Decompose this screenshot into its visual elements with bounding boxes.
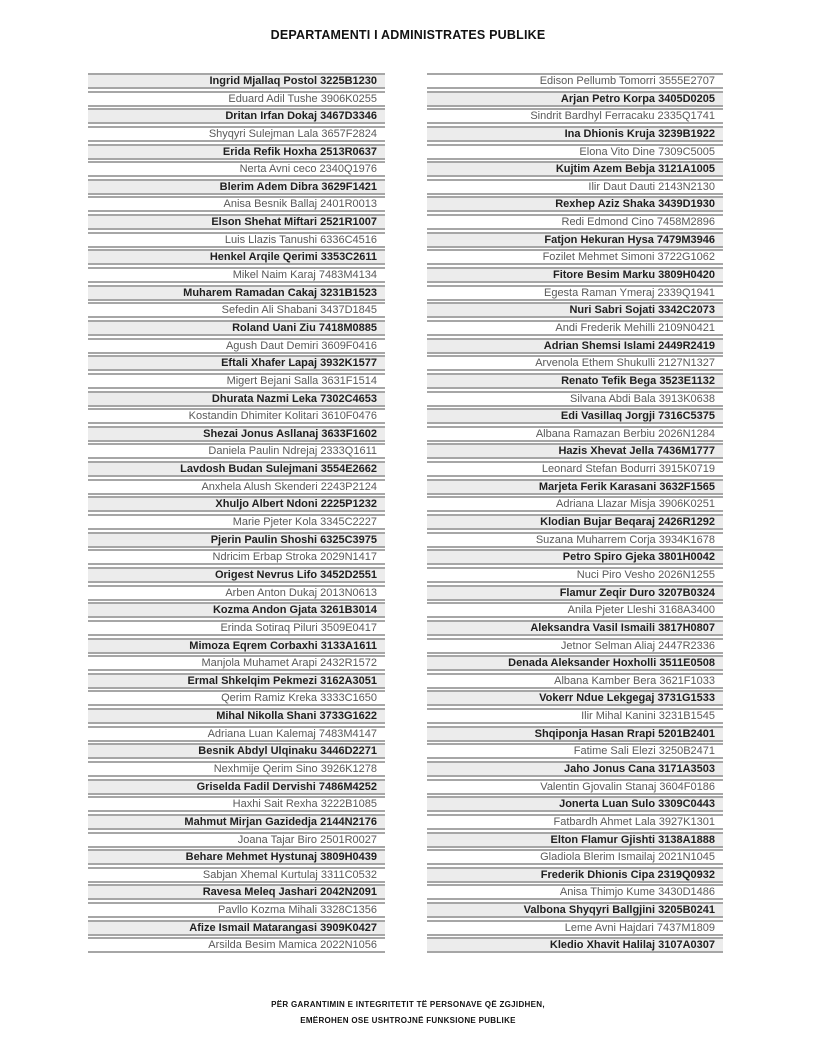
table-row (427, 355, 723, 371)
table-row (427, 814, 723, 830)
person-entry: Adriana Llazar Misja 3906K0251 (556, 498, 715, 511)
table-row (427, 779, 723, 795)
person-entry: Henkel Arqile Qerimi 3353C2611 (209, 251, 377, 264)
table-row (88, 355, 385, 371)
person-entry: Blerim Adem Dibra 3629F1421 (219, 180, 377, 193)
person-entry: Pjerin Paulin Shoshi 6325C3975 (210, 533, 377, 546)
table-row (88, 126, 385, 142)
table-row (88, 602, 385, 618)
person-entry: Mimoza Eqrem Corbaxhi 3133A1611 (189, 639, 377, 652)
table-row (88, 638, 385, 654)
table-row (88, 320, 385, 336)
person-entry: Manjola Muhamet Arapi 2432R1572 (201, 657, 377, 670)
left-column (88, 73, 385, 953)
table-row (427, 567, 723, 583)
person-entry: Joana Tajar Biro 2501R0027 (237, 833, 377, 846)
person-entry: Anisa Thimjo Kume 3430D1486 (559, 886, 715, 899)
person-entry: Eduard Adil Tushe 3906K0255 (228, 92, 377, 105)
person-entry: Fatbardh Ahmet Lala 3927K1301 (553, 815, 715, 828)
table-row (88, 884, 385, 900)
table-row (88, 708, 385, 724)
table-row (427, 320, 723, 336)
table-row (88, 585, 385, 601)
person-entry: Silvana Abdi Bala 3913K0638 (570, 392, 715, 405)
person-entry: Egesta Raman Ymeraj 2339Q1941 (543, 286, 715, 299)
table-row (427, 232, 723, 248)
person-entry: Erinda Sotiraq Piluri 3509E0417 (220, 621, 377, 634)
table-row (88, 849, 385, 865)
person-entry: Arsilda Besim Mamica 2022N1056 (208, 939, 377, 952)
table-row (427, 391, 723, 407)
person-entry: Fitore Besim Marku 3809H0420 (552, 269, 715, 282)
table-row (427, 532, 723, 548)
table-row (427, 832, 723, 848)
table-row (427, 91, 723, 107)
person-entry: Sefedin Ali Shabani 3437D1845 (221, 304, 377, 317)
table-row (88, 179, 385, 195)
table-row (88, 479, 385, 495)
table-row (427, 849, 723, 865)
person-entry: Jonerta Luan Sulo 3309C0443 (559, 798, 715, 811)
person-entry: Fatjon Hekuran Hysa 7479M3946 (544, 233, 715, 246)
person-entry: Hazis Xhevat Jella 7436M1777 (558, 445, 715, 458)
table-row (427, 267, 723, 283)
table-row (427, 867, 723, 883)
table-row (427, 108, 723, 124)
table-row (88, 796, 385, 812)
person-entry: Mikel Naim Karaj 7483M4134 (232, 269, 377, 282)
person-entry: Griselda Fadil Dervishi 7486M4252 (196, 780, 377, 793)
person-entry: Denada Aleksander Hoxholli 3511E0508 (508, 657, 715, 670)
person-entry: Daniela Paulin Ndrejaj 2333Q1611 (208, 445, 377, 458)
table-row (88, 232, 385, 248)
table-row (88, 73, 385, 89)
table-row (427, 708, 723, 724)
table-row (88, 426, 385, 442)
person-entry: Albana Kamber Bera 3621F1033 (554, 674, 715, 687)
table-row (88, 937, 385, 953)
table-row (427, 479, 723, 495)
table-row (88, 832, 385, 848)
table-row (427, 796, 723, 812)
table-row (88, 108, 385, 124)
person-entry: Flamur Zeqir Duro 3207B0324 (559, 586, 715, 599)
person-entry: Anxhela Alush Skenderi 2243P2124 (201, 480, 377, 493)
person-entry: Muharem Ramadan Cakaj 3231B1523 (183, 286, 377, 299)
table-row (427, 179, 723, 195)
person-entry: Frederik Dhionis Cipa 2319Q0932 (540, 868, 715, 881)
person-entry: Ndricim Erbap Stroka 2029N1417 (212, 551, 377, 564)
table-row (427, 214, 723, 230)
table-row (88, 91, 385, 107)
person-entry: Mihal Nikolla Shani 3733G1622 (216, 710, 377, 723)
person-entry: Xhuljo Albert Ndoni 2225P1232 (215, 498, 377, 511)
person-entry: Ilir Mihal Kanini 3231B1545 (581, 710, 715, 723)
table-row (88, 743, 385, 759)
table-row (88, 302, 385, 318)
person-entry: Sabjan Xhemal Kurtulaj 3311C0532 (202, 868, 377, 881)
person-entry: Kostandin Dhimiter Kolitari 3610F0476 (188, 410, 377, 423)
table-row (427, 602, 723, 618)
person-entry: Dritan Irfan Dokaj 3467D3346 (225, 110, 377, 123)
person-entry: Petro Spiro Gjeka 3801H0042 (562, 551, 715, 564)
table-row (427, 144, 723, 160)
person-entry: Dhurata Nazmi Leka 7302C4653 (211, 392, 377, 405)
person-entry: Elona Vito Dine 7309C5005 (579, 145, 715, 158)
person-entry: Kozma Andon Gjata 3261B3014 (212, 604, 377, 617)
name-list-table (88, 73, 723, 953)
person-entry: Roland Uani Ziu 7418M0885 (232, 321, 377, 334)
table-row (88, 196, 385, 212)
person-entry: Erida Refik Hoxha 2513R0637 (222, 145, 377, 158)
table-row (427, 373, 723, 389)
table-row (427, 726, 723, 742)
person-entry: Mahmut Mirjan Gazidedja 2144N2176 (184, 815, 377, 828)
person-entry: Origest Nevrus Lifo 3452D2551 (214, 568, 377, 581)
person-entry: Ingrid Mjallaq Postol 3225B1230 (209, 75, 377, 87)
person-entry: Aleksandra Vasil Ismaili 3817H0807 (530, 621, 715, 634)
table-row (427, 161, 723, 177)
table-row (427, 196, 723, 212)
person-entry: Redi Edmond Cino 7458M2896 (561, 216, 715, 229)
person-entry: Behare Mehmet Hystunaj 3809H0439 (185, 851, 377, 864)
person-entry: Renato Tefik Bega 3523E1132 (561, 374, 715, 387)
person-entry: Klodian Bujar Beqaraj 2426R1292 (540, 516, 715, 529)
person-entry: Valentin Gjovalin Stanaj 3604F0186 (540, 780, 715, 793)
person-entry: Elson Shehat Miftari 2521R1007 (211, 216, 377, 229)
table-row (427, 408, 723, 424)
table-row (427, 249, 723, 265)
person-entry: Arjan Petro Korpa 3405D0205 (560, 92, 715, 105)
table-row (427, 285, 723, 301)
person-entry: Shqiponja Hasan Rrapi 5201B2401 (534, 727, 715, 740)
table-row (427, 638, 723, 654)
table-row (427, 496, 723, 512)
table-row (88, 338, 385, 354)
footer-line-2: EMËROHEN OSE USHTROJNË FUNKSIONE PUBLIKE (300, 1016, 516, 1025)
table-row (88, 779, 385, 795)
table-row (427, 937, 723, 953)
table-row (88, 867, 385, 883)
table-row (427, 690, 723, 706)
table-row (88, 443, 385, 459)
table-row (427, 426, 723, 442)
person-entry: Nuri Sabri Sojati 3342C2073 (569, 304, 715, 317)
person-entry: Jaho Jonus Cana 3171A3503 (563, 762, 715, 775)
table-row (427, 655, 723, 671)
table-row (88, 461, 385, 477)
person-entry: Vokerr Ndue Lekgegaj 3731G1533 (539, 692, 715, 705)
person-entry: Luis Llazis Tanushi 6336C4516 (224, 233, 377, 246)
person-entry: Arben Anton Dukaj 2013N0613 (225, 586, 377, 599)
person-entry: Leme Avni Hajdari 7437M1809 (564, 921, 715, 934)
person-entry: Gladiola Blerim Ismailaj 2021N1045 (540, 851, 715, 864)
table-row (88, 673, 385, 689)
person-entry: Shyqyri Sulejman Lala 3657F2824 (208, 127, 377, 140)
person-entry: Haxhi Sait Rexha 3222B1085 (232, 798, 377, 811)
right-column (427, 73, 723, 953)
table-row (88, 620, 385, 636)
person-entry: Qerim Ramiz Kreka 3333C1650 (221, 692, 377, 705)
person-entry: Suzana Muharrem Corja 3934K1678 (535, 533, 715, 546)
table-row (88, 285, 385, 301)
table-row (427, 126, 723, 142)
person-entry: Nuci Piro Vesho 2026N1255 (576, 568, 715, 581)
table-row (427, 549, 723, 565)
person-entry: Edi Vasillaq Jorgji 7316C5375 (560, 410, 715, 423)
table-row (88, 267, 385, 283)
person-entry: Edison Pellumb Tomorri 3555E2707 (539, 75, 715, 87)
table-row (88, 161, 385, 177)
person-entry: Afize Ismail Matarangasi 3909K0427 (189, 921, 377, 934)
table-row (427, 884, 723, 900)
person-entry: Ravesa Meleq Jashari 2042N2091 (202, 886, 377, 899)
table-row (88, 514, 385, 530)
table-row (88, 726, 385, 742)
person-entry: Adriana Luan Kalemaj 7483M4147 (207, 727, 377, 740)
person-entry: Eftali Xhafer Lapaj 3932K1577 (221, 357, 377, 370)
table-row (88, 920, 385, 936)
person-entry: Lavdosh Budan Sulejmani 3554E2662 (180, 463, 377, 476)
person-entry: Arvenola Ethem Shukulli 2127N1327 (535, 357, 715, 370)
person-entry: Marie Pjeter Kola 3345C2227 (232, 516, 377, 529)
person-entry: Leonard Stefan Bodurri 3915K0719 (541, 463, 715, 476)
table-row (88, 391, 385, 407)
table-row (88, 655, 385, 671)
document-title: DEPARTAMENTI I ADMINISTRATES PUBLIKE (270, 28, 546, 42)
person-entry: Kledio Xhavit Halilaj 3107A0307 (549, 939, 715, 952)
person-entry: Sindrit Bardhyl Ferracaku 2335Q1741 (530, 110, 715, 123)
table-row (427, 902, 723, 918)
person-entry: Besnik Abdyl Ulqinaku 3446D2271 (198, 745, 377, 758)
person-entry: Agush Daut Demiri 3609F0416 (225, 339, 377, 352)
table-row (427, 761, 723, 777)
table-row (88, 408, 385, 424)
person-entry: Nexhmije Qerim Sino 3926K1278 (213, 762, 377, 775)
person-entry: Adrian Shemsi Islami 2449R2419 (543, 339, 715, 352)
table-row (88, 761, 385, 777)
person-entry: Rexhep Aziz Shaka 3439D1930 (555, 198, 715, 211)
person-entry: Nerta Avni ceco 2340Q1976 (239, 163, 377, 176)
table-row (427, 338, 723, 354)
table-row (88, 249, 385, 265)
table-row (427, 514, 723, 530)
person-entry: Ina Dhionis Kruja 3239B1922 (564, 127, 715, 140)
person-entry: Migert Bejani Salla 3631F1514 (226, 374, 377, 387)
table-row (427, 73, 723, 89)
table-row (88, 814, 385, 830)
person-entry: Ilir Daut Dauti 2143N2130 (588, 180, 715, 193)
person-entry: Anila Pjeter Lleshi 3168A3400 (567, 604, 715, 617)
table-row (88, 532, 385, 548)
table-row (88, 496, 385, 512)
table-row (88, 902, 385, 918)
person-entry: Pavllo Kozma Mihali 3328C1356 (218, 904, 377, 917)
person-entry: Marjeta Ferik Karasani 3632F1565 (538, 480, 715, 493)
person-entry: Valbona Shyqyri Ballgjini 3205B0241 (523, 904, 715, 917)
person-entry: Elton Flamur Gjishti 3138A1888 (550, 833, 715, 846)
person-entry: Fatime Sali Elezi 3250B2471 (573, 745, 715, 758)
table-row (88, 144, 385, 160)
person-entry: Jetnor Selman Aliaj 2447R2336 (560, 639, 715, 652)
person-entry: Ermal Shkelqim Pekmezi 3162A3051 (187, 674, 377, 687)
person-entry: Anisa Besnik Ballaj 2401R0013 (223, 198, 377, 211)
person-entry: Kujtim Azem Bebja 3121A1005 (555, 163, 715, 176)
footer-line-1: PËR GARANTIMIN E INTEGRITETIT TË PERSONAVE QË ZGJIDHEN, (271, 1000, 545, 1009)
table-row (88, 373, 385, 389)
table-row (88, 567, 385, 583)
page-footer (0, 997, 816, 1029)
table-row (427, 673, 723, 689)
table-row (427, 585, 723, 601)
table-row (427, 461, 723, 477)
table-row (427, 743, 723, 759)
table-row (427, 620, 723, 636)
table-row (427, 920, 723, 936)
table-row (427, 302, 723, 318)
table-row (88, 690, 385, 706)
person-entry: Albana Ramazan Berbiu 2026N1284 (535, 427, 715, 440)
table-row (88, 549, 385, 565)
table-row (88, 214, 385, 230)
person-entry: Shezai Jonus Asllanaj 3633F1602 (203, 427, 377, 440)
person-entry: Fozilet Mehmet Simoni 3722G1062 (542, 251, 715, 264)
table-row (427, 443, 723, 459)
person-entry: Andi Frederik Mehilli 2109N0421 (555, 321, 715, 334)
